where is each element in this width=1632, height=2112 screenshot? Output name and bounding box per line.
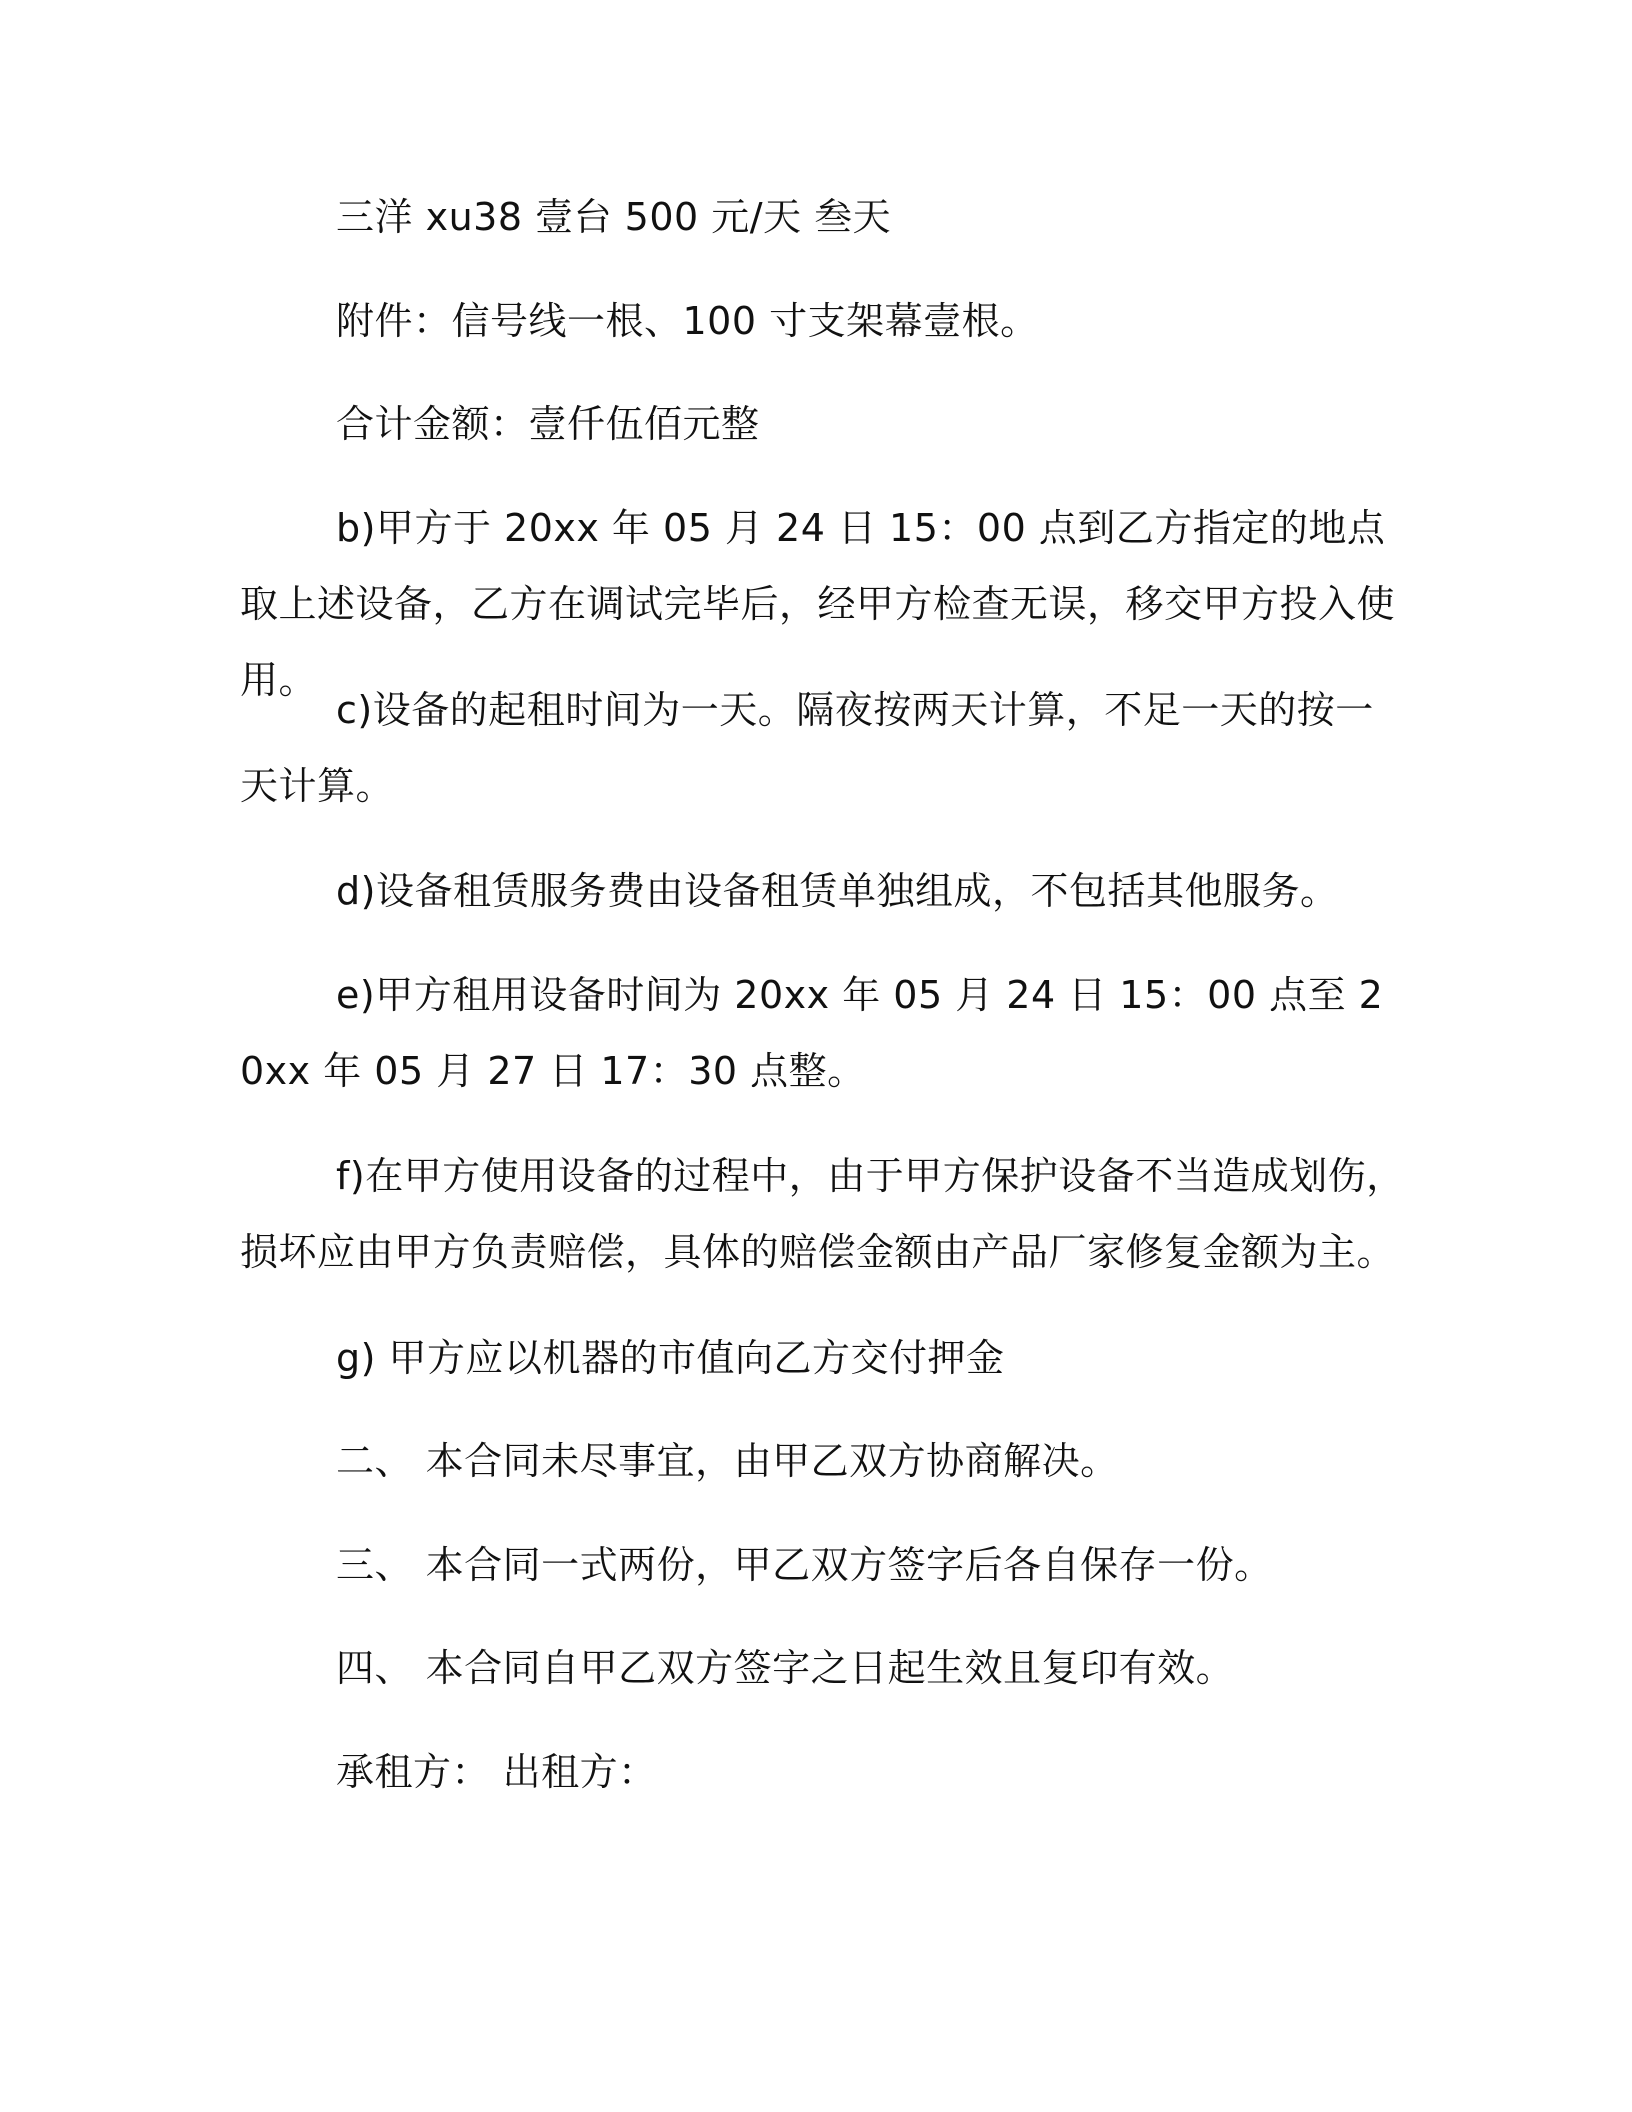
paragraph-accessories: 附件：信号线一根、100 寸支架幕壹根。 [336,299,1039,343]
paragraph-total-amount: 合计金额：壹仟伍佰元整 [336,402,760,446]
paragraph-clause-b: b)甲方于 20xx 年 05 月 24 日 15：00 点到乙方指定的地点取上述设备，乙方在调试完毕后，经甲方检查无误，移交甲方投入使用。 [240,506,1396,702]
paragraph-clause-c: c)设备的起租时间为一天。隔夜按两天计算，不足一天的按一天计算。 [240,688,1374,808]
paragraph-clause-f: f)在甲方使用设备的过程中，由于甲方保护设备不当造成划伤，损坏应由甲方负责赔偿，具体的赔偿金额由产品厂家修复金额为主。 [240,1154,1405,1274]
paragraph-signatures: 承租方： 出租方： [336,1750,657,1794]
paragraph-clause-d: d)设备租赁服务费由设备租赁单独组成，不包括其他服务。 [336,869,1339,913]
paragraph-clause-g: g) 甲方应以机器的市值向乙方交付押金 [336,1336,1005,1380]
paragraph-section-two: 二、 本合同未尽事宜，由甲乙双方协商解决。 [336,1439,1119,1483]
paragraph-equipment-item: 三洋 xu38 壹台 500 元/天 叁天 [336,195,892,239]
paragraph-section-three: 三、 本合同一式两份，甲乙双方签字后各自保存一份。 [336,1543,1273,1587]
paragraph-section-four: 四、 本合同自甲乙双方签字之日起生效且复印有效。 [336,1646,1235,1690]
paragraph-clause-e: e)甲方租用设备时间为 20xx 年 05 月 24 日 15：00 点至 20xx 年 05 月 27 日 17：30 点整。 [240,973,1384,1093]
